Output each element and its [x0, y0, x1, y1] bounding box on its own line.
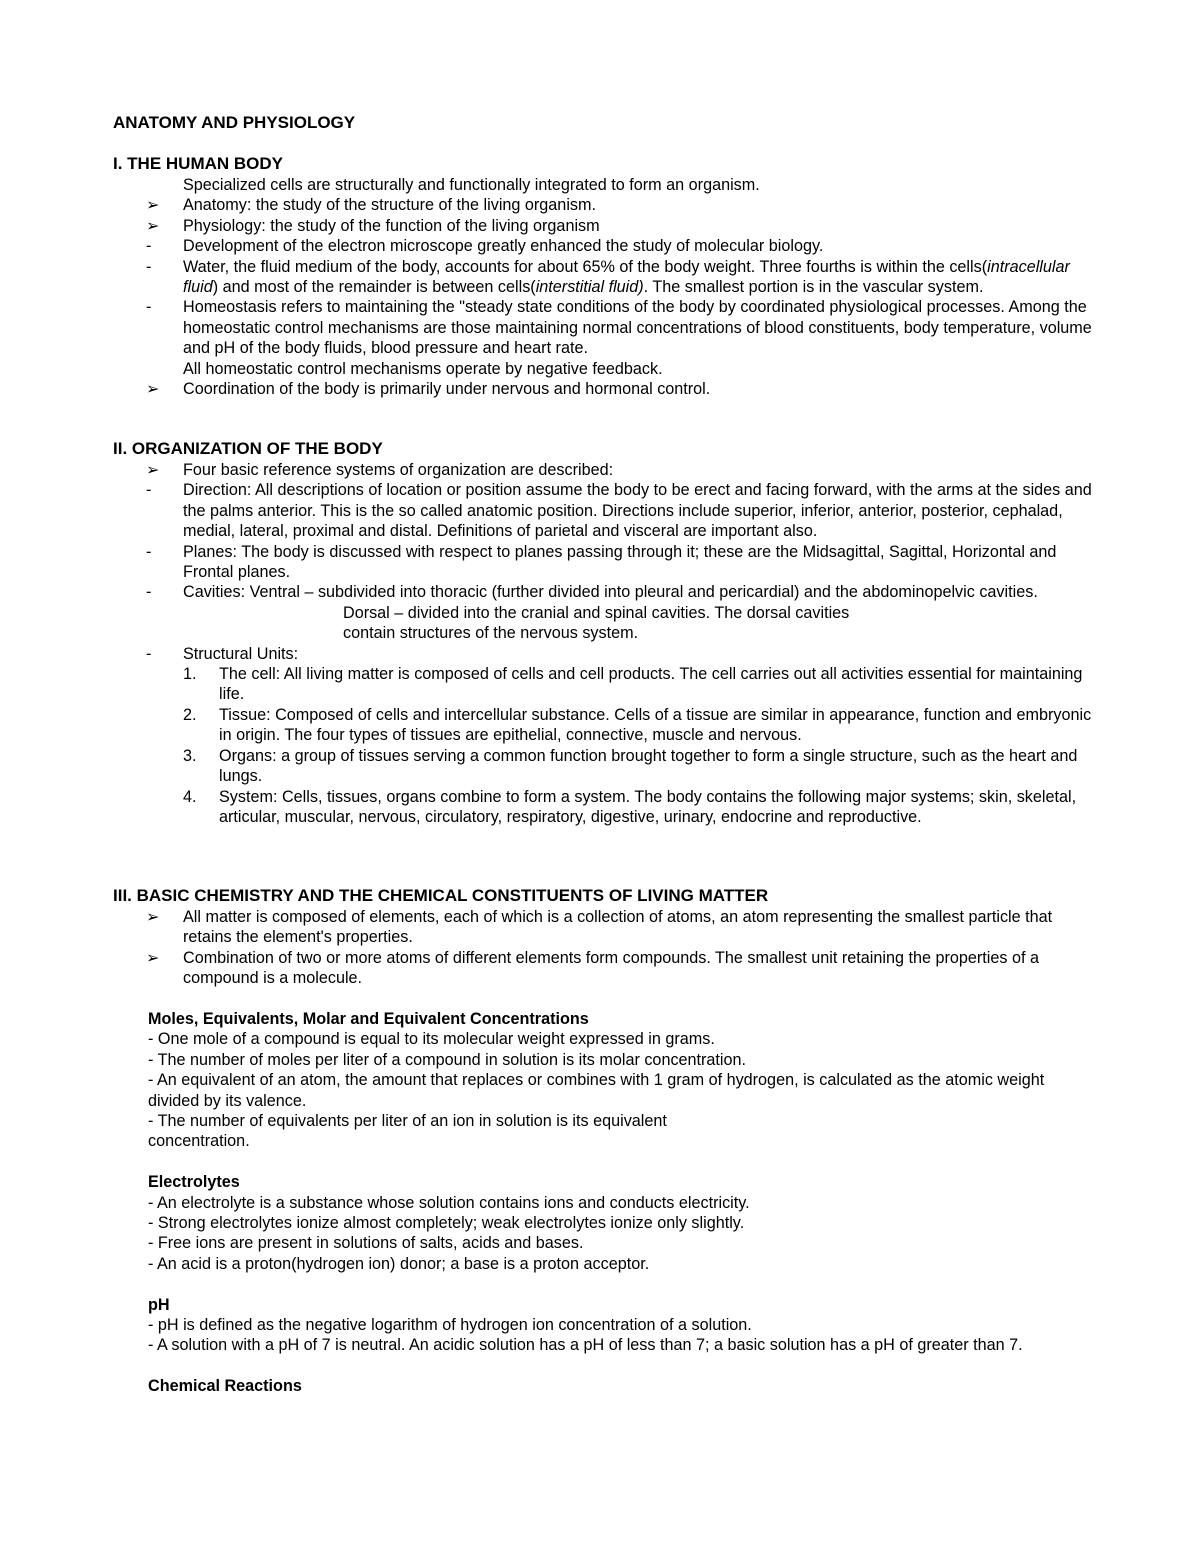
intro-text: Specialized cells are structurally and functionally integrated to form an organism.: [183, 176, 760, 194]
list-item: - Development of the electron microscope greatly enhanced the study of molecular biology.: [146, 237, 824, 256]
dash-bullet: -: [146, 237, 152, 256]
list-item: ➢ Anatomy: the study of the structure of the living organism.: [146, 196, 596, 215]
dash-bullet: -: [146, 644, 152, 663]
numbered-item: 1. The cell: All living matter is composed of cells and cell products. The cell carries out all activities essential for maintaining life.: [183, 665, 1083, 704]
list-item: ➢ All matter is composed of elements, each of which is a collection of atoms, an atom representing the smallest particle that retains the element's properties.: [146, 908, 1053, 947]
arrow-bullet-icon: ➢: [146, 216, 160, 235]
dash-bullet: -: [146, 481, 152, 500]
list-item: ➢ Combination of two or more atoms of different elements form compounds. The smallest unit retaining the properties of a compound is a molecule.: [146, 948, 1039, 988]
arrow-bullet-icon: ➢: [146, 196, 160, 215]
document-title: ANATOMY AND PHYSIOLOGY: [113, 113, 356, 132]
section-heading-organization: II. ORGANIZATION OF THE BODY: [113, 439, 383, 458]
dash-bullet: -: [146, 257, 152, 276]
dash-bullet: -: [146, 542, 152, 561]
list-item: ➢ Coordination of the body is primarily under nervous and hormonal control.: [146, 380, 711, 399]
numbered-item: 4. System: Cells, tissues, organs combine to form a system. The body contains the following major systems; skin, skeletal, articular, muscular, nervous, circulatory, respiratory, digestive, urinary, endocrine and reproductive.: [183, 787, 1077, 826]
numbered-item: 3. Organs: a group of tissues serving a common function brought together to form a single structure, such as the heart and lungs.: [183, 746, 1078, 786]
list-item: - Structural Units: 1. The cell: All living matter is composed of cells and cell products. The cell carries out all activities essential for maintaining life. 2. Tissue: Composed of cells and intercellular substance. Cells of a tissue are similar in appearance, function and embryonic in origin. The four types of tissues are epithelial, connective, muscle and nervous. 3. Organs: a group of tissues serving a common function brought together to form a single structure, such as the heart and lungs. 4. System: Cells, tissues, organs combine to form a system. The body contains the following major systems; skin, skeletal, articular, muscular, nervous, circulatory, respiratory, digestive, urinary, endocrine and reproductive.: [113, 644, 1103, 828]
list-item: - Cavities: Ventral – subdivided into thoracic (further divided into pleural and pericardial) and the abdominopelvic cavities. Dorsal – divided into the cranial and spinal cavities. The dorsal cavities contain structures of the nervous system.: [146, 583, 1038, 643]
list-item: - Planes: The body is discussed with respect to planes passing through it; these are the Midsagittal, Sagittal, Horizontal and Frontal planes.: [146, 542, 1057, 582]
section-organization-list: [113, 460, 1103, 827]
list-item: - Direction: All descriptions of location or position assume the body to be erect and facing forward, with the arms at the sides and the palms anterior. This is the so called anatomic position. Directions include superior, inferior, anterior, posterior, cephalad, medial, lateral, proximal and distal. Definitions of parietal and visceral are important also.: [146, 481, 1092, 541]
list-item: ➢ Physiology: the study of the function of the living organism: [146, 216, 600, 235]
list-item: [113, 175, 1103, 195]
arrow-bullet-icon: ➢: [146, 948, 160, 967]
list-item: - Homeostasis refers to maintaining the "steady state conditions of the body by coordinated physiological processes. Among the homeostatic control mechanisms are those maintaining normal concentrations of blood constituents, body temperature, volume and pH of the body fluids, blood pressure and heart rate. All homeostatic control mechanisms operate by negative feedback.: [146, 298, 1092, 378]
dash-bullet: -: [146, 298, 152, 317]
subheading-electrolytes: Electrolytes: [148, 1173, 240, 1192]
numbered-item: 2. Tissue: Composed of cells and intercellular substance. Cells of a tissue are similar in appearance, function and embryonic in origin. The four types of tissues are epithelial, connective, muscle and nervous.: [183, 705, 1092, 745]
list-item: ➢ Four basic reference systems of organization are described:: [146, 461, 614, 479]
section-heading-chemistry: III. BASIC CHEMISTRY AND THE CHEMICAL CONSTITUENTS OF LIVING MATTER: [113, 886, 769, 905]
arrow-bullet-icon: ➢: [146, 380, 160, 399]
arrow-bullet-icon: ➢: [146, 461, 160, 479]
section-heading-human-body: I. THE HUMAN BODY: [113, 154, 283, 173]
subheading-chemical-reactions: Chemical Reactions: [148, 1377, 302, 1396]
arrow-bullet-icon: ➢: [146, 908, 160, 926]
subheading-ph: pH: [148, 1295, 170, 1314]
subheading-moles: Moles, Equivalents, Molar and Equivalent Concentrations: [148, 1010, 589, 1028]
section-human-body-list: [113, 175, 1103, 399]
chemistry-subsections: Moles, Equivalents, Molar and Equivalent Concentrations - One mole of a compound is equal to its molecular weight expressed in grams. - The number of moles per liter of a compound in solution is its molar concentration. - An equivalent of an atom, the amount that replaces or combines with 1 gram of hydrogen, is calculated as the atomic weight divided by its valence. - The number of equivalents per liter of an ion in solution is its equivalent concentration. Electrolytes - An electrolyte is a substance whose solution contains ions and conducts electricity. - Strong electrolytes ionize almost completely; weak electrolytes ionize only slightly. - Free ions are present in solutions of salts, acids and bases. - An acid is a proton(hydrogen ion) donor; a base is a proton acceptor. pH - pH is defined as the negative logarithm of hydrogen ion concentration of a solution. - A solution with a pH of 7 is neutral. An acidic solution has a pH of less than 7; a basic solution has a pH of greater than 7. Chemical Reactions: [148, 1009, 1098, 1397]
list-item: - Water, the fluid medium of the body, accounts for about 65% of the body weight. Three fourths is within the cells(intracellular fluid) and most of the remainder is between cells(interstitial fluid). The smallest portion is in the vascular system.: [146, 257, 1070, 297]
section-chemistry-list: [113, 907, 1103, 989]
dash-bullet: -: [146, 583, 152, 602]
